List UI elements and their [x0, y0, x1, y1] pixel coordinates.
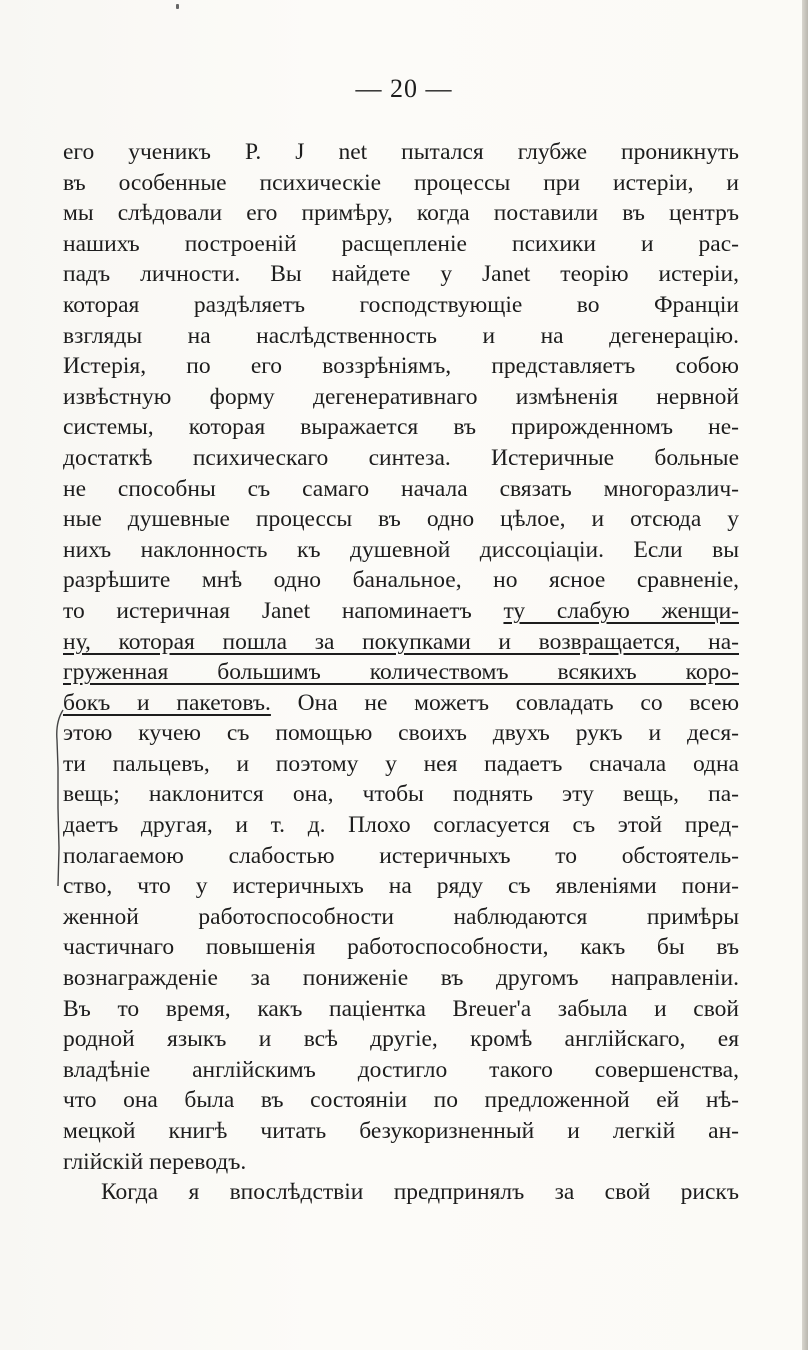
underlined-text: ту слабую женщи-	[503, 597, 739, 624]
line-text: что она была въ состояніи по предложенной ей нѣ-	[63, 1087, 739, 1114]
line-text: этою кучею съ помощью своихъ двухъ рукъ и деся-	[63, 720, 739, 747]
line-text: даетъ другая, и т. д. Плохо согласуется съ этой пред-	[63, 812, 739, 839]
text-line	[63, 382, 739, 413]
text-line	[63, 198, 739, 229]
text-line	[63, 168, 739, 199]
text-line	[63, 474, 739, 505]
text-line	[63, 596, 739, 627]
text-line	[63, 902, 739, 933]
line-text: ти пальцевъ, и поэтому у нея падаетъ сначала одна	[63, 750, 739, 777]
line-text: Она не можетъ совладать со всею	[270, 689, 740, 716]
underlined-text: бокъ и пакетовъ.	[63, 689, 271, 716]
body-text	[63, 137, 739, 1208]
text-line	[63, 963, 739, 994]
text-line	[63, 718, 739, 749]
text-line	[63, 1085, 739, 1116]
line-text: владѣніе англійскимъ достигло такого совершенства,	[63, 1056, 739, 1083]
line-text: вещь; наклонится она, чтобы поднять эту вещь, па-	[63, 781, 739, 808]
text-line	[63, 229, 739, 260]
line-text: полагаемою слабостью истеричныхъ то обстоятель-	[63, 842, 739, 869]
line-text: взгляды на наслѣдственность и на дегенерацію.	[63, 322, 739, 349]
line-text: ство, что у истеричныхъ на ряду съ явленіями пони-	[63, 873, 739, 900]
line-text: его ученикъ P. J net пытался глубже проникнуть	[63, 139, 739, 165]
text-line	[63, 932, 739, 963]
line-text: частичнаго повышенія работоспособности, какъ бы въ	[63, 934, 739, 961]
text-line	[63, 1177, 739, 1208]
text-line	[63, 321, 739, 352]
text-line	[63, 412, 739, 443]
line-text: не способны съ самаго начала связать многоразлич-	[63, 475, 739, 502]
line-text: родной языкъ и всѣ другіе, кромѣ англійскаго, ея	[63, 1026, 739, 1053]
page-number: — 20 —	[355, 74, 453, 103]
text-line	[63, 841, 739, 872]
text-line	[63, 657, 739, 688]
text-line	[63, 627, 739, 658]
text-line	[63, 871, 739, 902]
text-line	[63, 749, 739, 780]
text-line	[63, 1055, 739, 1086]
line-text: нихъ наклонность къ душевной диссоціаціи. Если вы	[63, 536, 739, 563]
text-line	[63, 259, 739, 290]
line-text: Въ то время, какъ паціентка Breuer'a забыла и свой	[63, 995, 739, 1022]
text-line	[63, 504, 739, 535]
underlined-text: груженная большимъ количествомъ всякихъ коро-	[63, 659, 739, 686]
text-line	[63, 565, 739, 596]
text-line	[63, 443, 739, 474]
text-line	[63, 1024, 739, 1055]
line-text: глійскій переводъ.	[63, 1148, 247, 1175]
page-edge-shadow	[802, 0, 808, 1350]
line-text: достаткѣ психическаго синтеза. Истеричные больные	[63, 444, 739, 471]
text-line	[63, 688, 739, 719]
line-text: разрѣшите мнѣ одно банальное, но ясное сравненіе,	[63, 567, 739, 594]
text-line	[63, 1147, 739, 1178]
text-line	[63, 810, 739, 841]
line-text: мецкой книгѣ читать безукоризненный и легкій ан-	[63, 1118, 739, 1144]
line-text: Истерія, по его воззрѣніямъ, представляетъ собою	[63, 353, 739, 380]
line-text: нашихъ построеній расщепленіе психики и рас-	[63, 230, 739, 257]
underlined-text: ну, которая пошла за покупками и возвращается, на-	[63, 628, 739, 655]
line-text: ные душевные процессы въ одно цѣлое, и отсюда у	[63, 506, 739, 533]
text-line	[63, 290, 739, 321]
line-text: женной работоспособности наблюдаются примѣры	[63, 903, 739, 930]
line-text: въ особенные психическіе процессы при истеріи, и	[63, 169, 739, 196]
line-text: мы слѣдовали его примѣру, когда поставили въ центръ	[63, 200, 739, 227]
line-text: которая раздѣляетъ господствующіе во Франціи	[63, 291, 739, 318]
text-line	[63, 994, 739, 1025]
text-line	[63, 779, 739, 810]
text-line	[63, 1116, 739, 1147]
text-line	[63, 137, 739, 168]
line-text: системы, которая выражается въ прирожденномъ не-	[63, 414, 739, 441]
scan-speck	[176, 4, 179, 9]
line-text: Когда я впослѣдствіи предпринялъ за свой рискъ	[101, 1179, 739, 1206]
line-text: вознагражденіе за пониженіе въ другомъ направленіи.	[63, 965, 739, 992]
text-line	[63, 535, 739, 566]
line-text: падъ личности. Вы найдете у Janet теорію истеріи,	[63, 261, 739, 288]
line-text: то истеричная Janet напоминаетъ	[63, 597, 504, 624]
line-text: извѣстную форму дегенеративнаго измѣненія нервной	[63, 383, 739, 410]
text-line	[63, 351, 739, 382]
